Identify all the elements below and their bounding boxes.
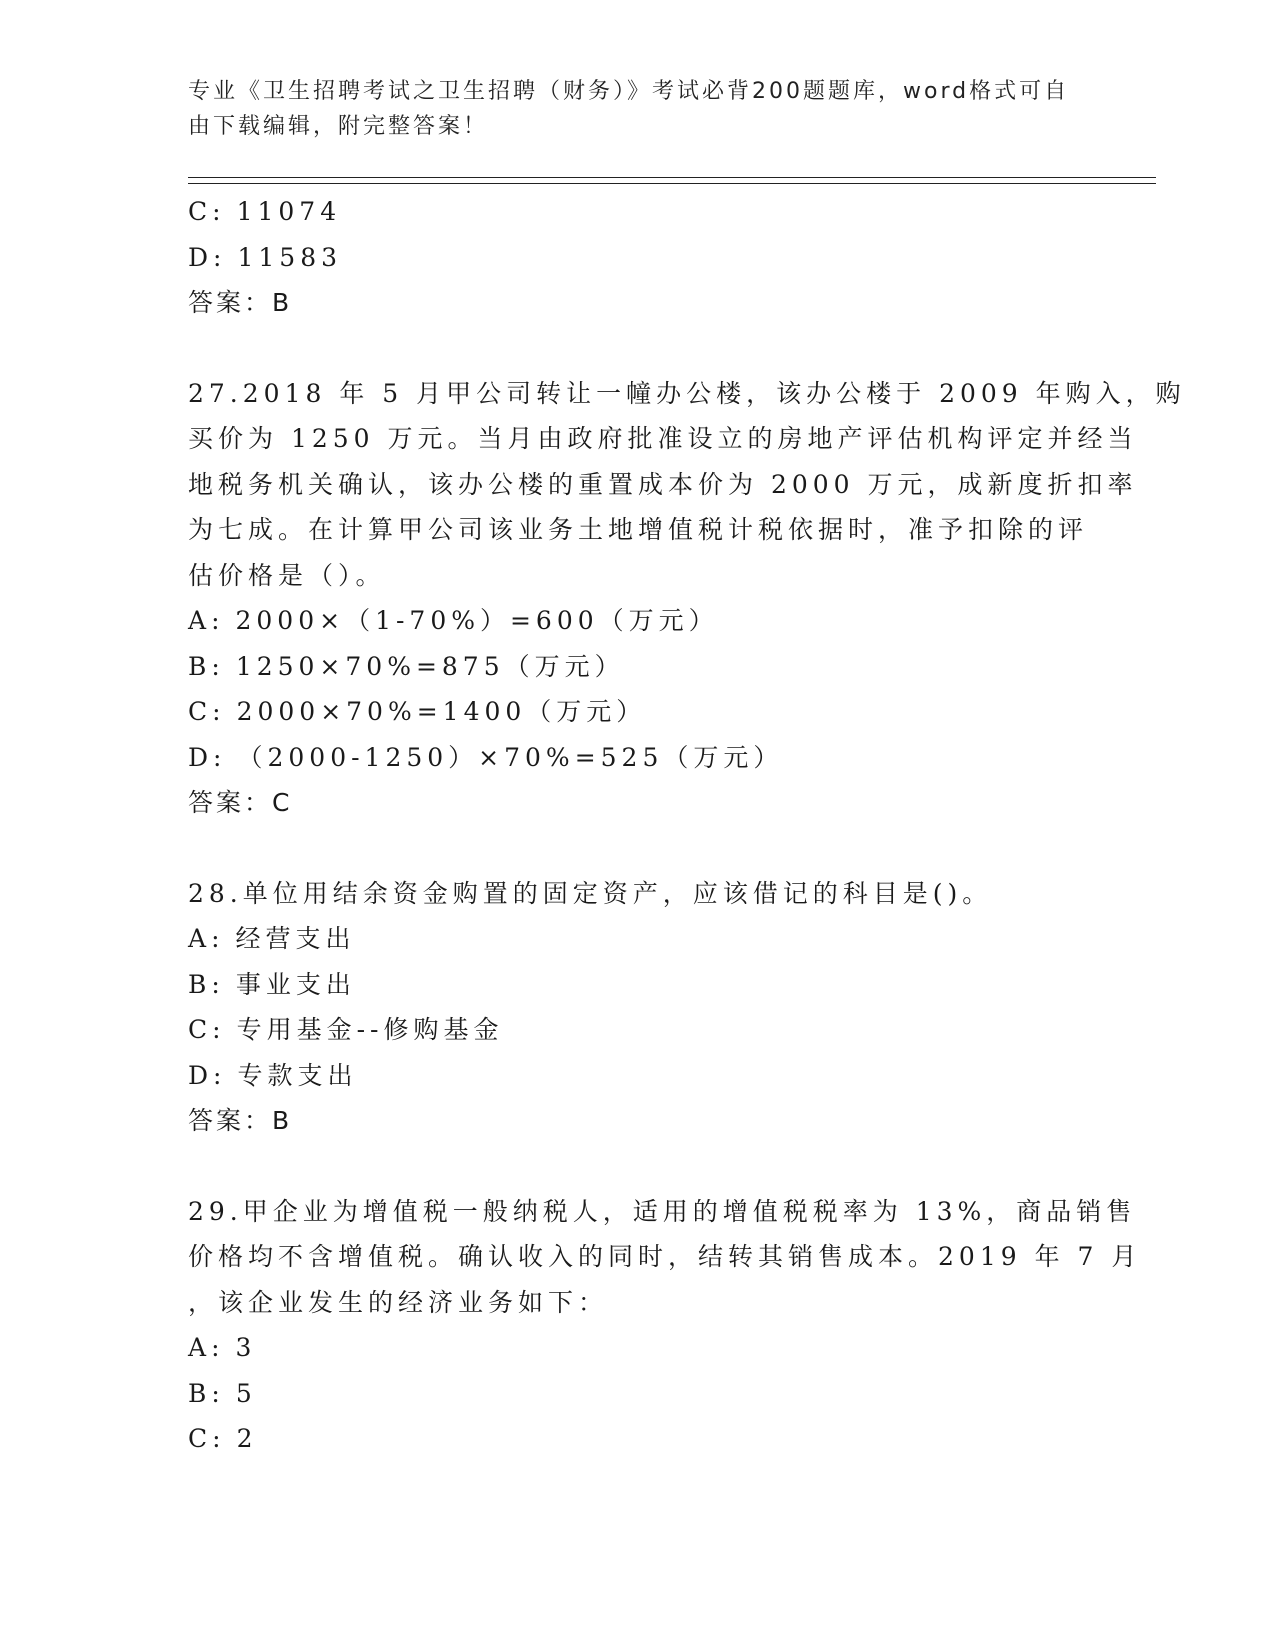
option-text: 专用基金--修购基金 bbox=[236, 1015, 504, 1044]
option-c: C: 专用基金--修购基金 bbox=[188, 1015, 504, 1044]
answer-line: 答案：C bbox=[188, 788, 293, 817]
option-a: A: 经营支出 bbox=[188, 924, 356, 953]
question-29 bbox=[188, 1189, 1142, 1462]
option-c: C: 2000×70%=1400（万元） bbox=[188, 697, 647, 726]
option-text: 经营支出 bbox=[235, 924, 356, 953]
question-text-line: 28.单位用结余资金购置的固定资产，应该借记的科目是()。 bbox=[188, 878, 993, 908]
question-27 bbox=[188, 371, 1186, 826]
question-text-line: ，该企业发生的经济业务如下： bbox=[188, 1287, 609, 1317]
question-26-tail bbox=[188, 189, 1088, 326]
option-text: （2000-1250）×70%=525（万元） bbox=[237, 742, 784, 772]
option-text: 3 bbox=[235, 1333, 257, 1362]
document-header bbox=[188, 74, 1088, 144]
question-text-line: 买价为 1250 万元。当月由政府批准设立的房地产评估机构评定并经当 bbox=[188, 424, 1138, 453]
option-b: B: 1250×70%=875（万元） bbox=[188, 651, 625, 681]
answer-line: 答案：B bbox=[188, 1106, 293, 1135]
question-text-line: 地税务机关确认，该办公楼的重置成本价为 2000 万元，成新度折扣率 bbox=[188, 469, 1138, 499]
option-d: D: （2000-1250）×70%=525（万元） bbox=[188, 742, 784, 772]
option-a: A: 2000×（1-70%）=600（万元） bbox=[188, 606, 719, 635]
question-text-line: 为七成。在计算甲公司该业务土地增值税计税依据时，准予扣除的评 bbox=[188, 515, 1089, 544]
question-text-line: 27.2018 年 5 月甲公司转让一幢办公楼，该办公楼于 2009 年购入，购 bbox=[188, 378, 1186, 408]
option-text: 2 bbox=[236, 1424, 258, 1453]
option-text: 2000×70%=1400（万元） bbox=[236, 697, 647, 726]
question-28 bbox=[188, 871, 1088, 1144]
header-divider-bottom bbox=[188, 183, 1156, 184]
option-c: C: 11074 bbox=[188, 197, 342, 226]
question-text-line: 29.甲企业为增值税一般纳税人，适用的增值税税率为 13%，商品销售 bbox=[188, 1196, 1137, 1226]
answer-line: 答案：B bbox=[188, 288, 293, 317]
option-text: 11583 bbox=[237, 242, 343, 272]
option-text: 5 bbox=[235, 1378, 257, 1408]
option-text: 事业支出 bbox=[235, 969, 356, 999]
header-title: 专业《卫生招聘考试之卫生招聘（财务）》考试必背200题题库，word格式可自由下载编辑，附完整答案！ bbox=[188, 79, 1070, 139]
option-text: 11074 bbox=[236, 197, 342, 226]
option-text: 1250×70%=875（万元） bbox=[235, 651, 625, 681]
option-c: C: 2 bbox=[188, 1424, 258, 1453]
option-b: B: 事业支出 bbox=[188, 969, 356, 999]
question-text-line: 估价格是（）。 bbox=[188, 560, 386, 590]
header-divider-top bbox=[188, 177, 1156, 178]
question-text-line: 价格均不含增值税。确认收入的同时，结转其销售成本。2019 年 7 月 bbox=[188, 1242, 1142, 1271]
option-d: D: 专款支出 bbox=[188, 1060, 358, 1090]
option-b: B: 5 bbox=[188, 1378, 257, 1408]
option-d: D: 11583 bbox=[188, 242, 343, 272]
option-text: 2000×（1-70%）=600（万元） bbox=[235, 606, 719, 635]
question-content bbox=[188, 189, 1186, 1462]
option-text: 专款支出 bbox=[237, 1060, 358, 1090]
option-a: A: 3 bbox=[188, 1333, 257, 1362]
